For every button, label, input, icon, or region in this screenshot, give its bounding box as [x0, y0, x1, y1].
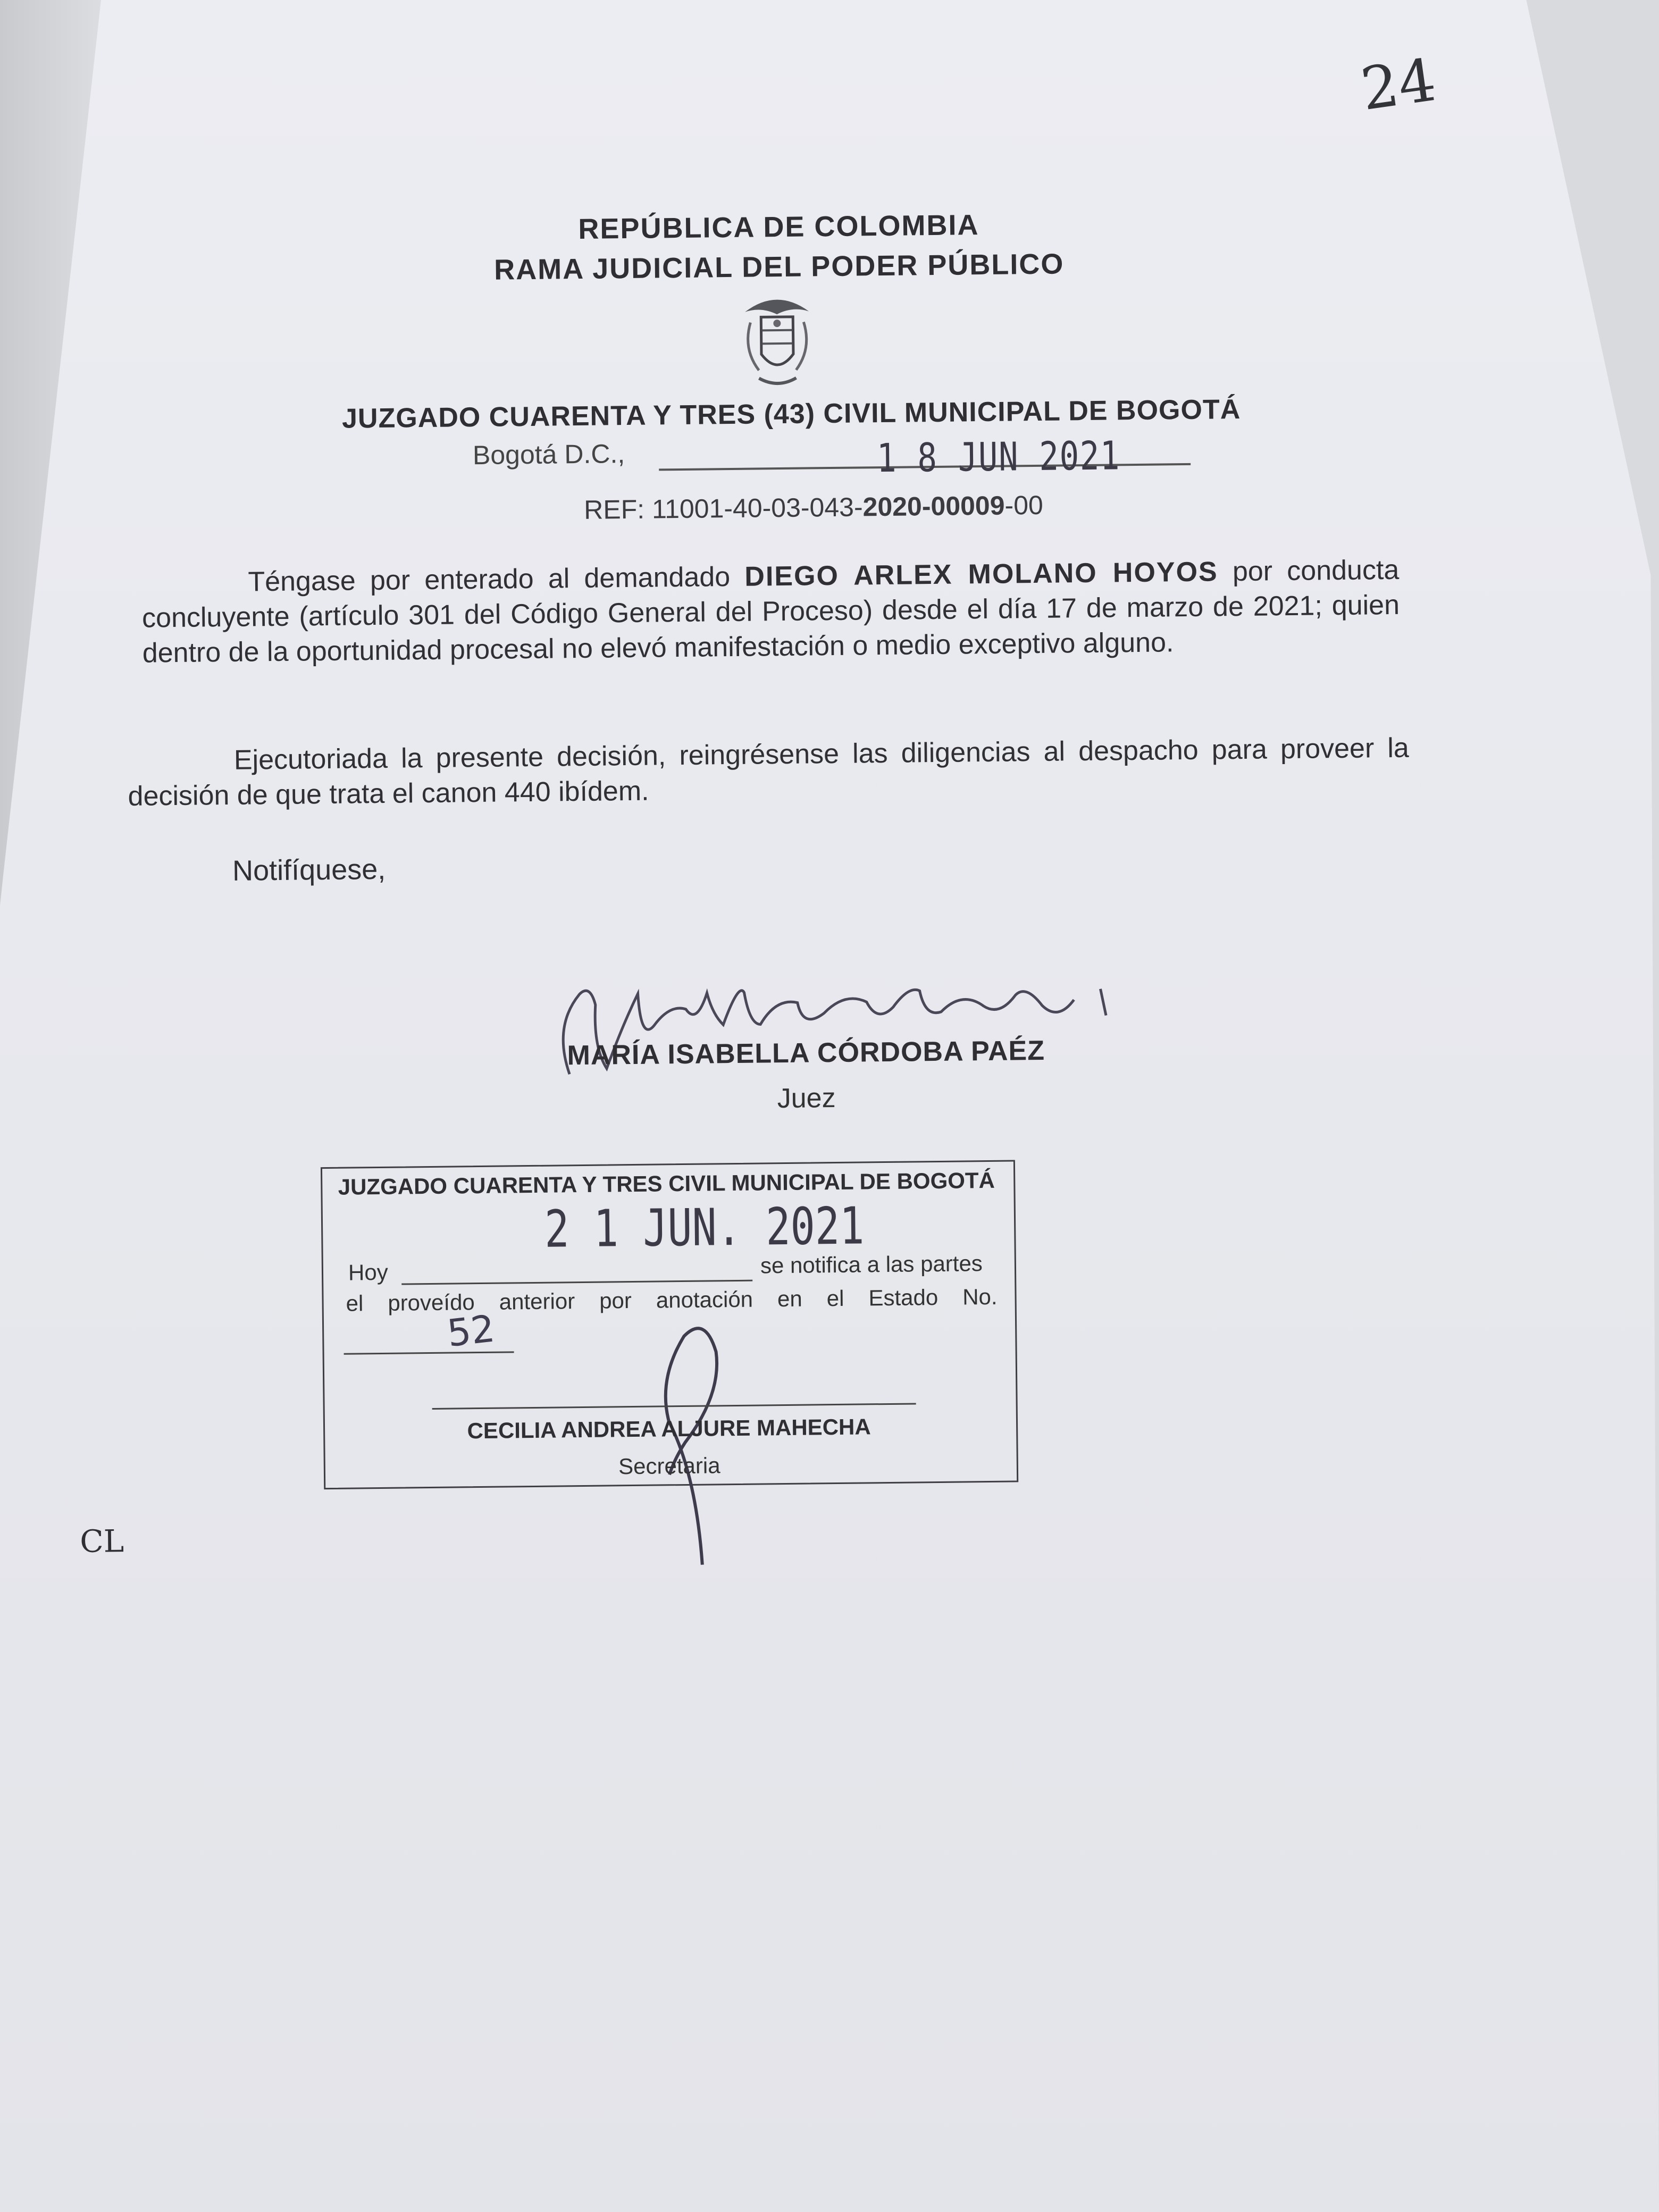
judge-handwritten-signature — [547, 956, 1176, 1095]
notifica-text: se notifica a las partes — [760, 1251, 983, 1278]
secretary-name: CECILIA ANDREA ALJURE MAHECHA — [467, 1414, 871, 1444]
date-row — [473, 432, 1196, 488]
notice-box-title: JUZGADO CUARENTA Y TRES CIVIL MUNICIPAL DE BOGOTÁ — [338, 1167, 995, 1200]
p2-text: Ejecutoriada la presente decisión, reingrésense las diligencias al despacho para proveer la decisión de que trata el canon 440 ibídem. — [128, 732, 1410, 812]
paragraph-execution — [128, 731, 1410, 814]
ref-case-number: 2020-00009 — [862, 490, 1005, 522]
defendant-name: DIEGO ARLEX MOLANO HOYOS — [744, 556, 1218, 592]
handwritten-page-number: 24 — [1356, 45, 1440, 124]
header-judicial-branch: RAMA JUDICIAL DEL PODER PÚBLICO — [493, 248, 1065, 286]
court-name: JUZGADO CUARENTA Y TRES (43) CIVIL MUNICIPAL DE BOGOTÁ — [341, 393, 1241, 434]
hoy-label: Hoy — [348, 1259, 388, 1285]
author-initials: CL — [79, 1523, 124, 1560]
secretary-handwritten-signature — [636, 1314, 745, 1571]
p1-end: por conducta concluyente (artículo 301 del Código General del Proceso) desde el día 17 de marzo de 2021; quien dentro de la oportunidad procesal no elevó manifestación o medio exceptivo alguno. — [141, 554, 1400, 669]
ref-suffix: -00 — [1004, 490, 1044, 521]
judge-name: MARÍA ISABELLA CÓRDOBA PAÉZ — [567, 1035, 1045, 1071]
closing-notifiquese: Notifíquese, — [232, 853, 386, 887]
secretary-role: Secretaria — [618, 1453, 720, 1479]
estado-number-handwritten: 52 — [445, 1306, 497, 1356]
proveido-text: el proveído anterior por anotación en el Estado No. — [346, 1284, 998, 1316]
ref-prefix: REF: 11001-40-03-043- — [583, 492, 863, 525]
p1-start: Téngase por enterado al demandado — [248, 561, 745, 598]
notice-date-stamp: 2 1 JUN. 2021 — [544, 1196, 865, 1259]
paragraph-notification — [141, 552, 1400, 671]
judge-role: Juez — [777, 1082, 836, 1115]
date-label: Bogotá D.C., — [472, 439, 625, 471]
header-republic: REPÚBLICA DE COLOMBIA — [578, 209, 979, 245]
date-stamp: 1 8 JUN 2021 — [876, 433, 1121, 482]
colombia-coat-of-arms-icon — [729, 290, 826, 392]
